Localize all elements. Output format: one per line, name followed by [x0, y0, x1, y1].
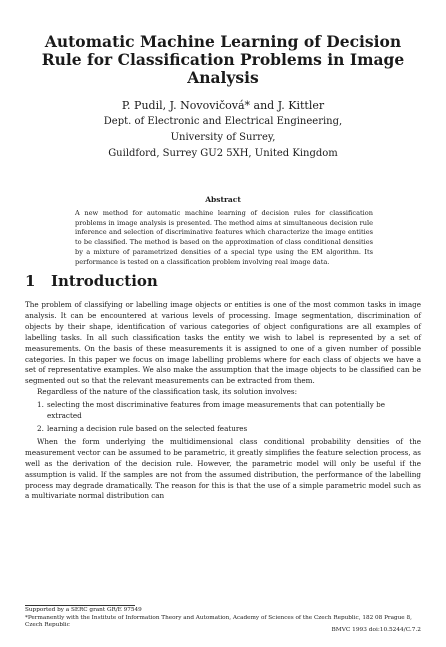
author-block	[40, 98, 406, 162]
paper-title: Automatic Machine Learning of Decision Rule for Classification Problems in Image Analysis	[41, 32, 405, 87]
section-number: 1	[25, 272, 36, 290]
list-item	[37, 424, 421, 435]
section-heading	[25, 272, 421, 290]
list-item-text: selecting the most discriminative features from image measurements that can potentially be extracted	[47, 400, 385, 421]
footnote-rule	[25, 605, 135, 606]
body-text	[25, 300, 421, 502]
list-item-number: 1.	[37, 400, 44, 410]
author-names: P. Pudil, J. Novovičová* and J. Kittler	[121, 99, 325, 112]
affiliation-line: Guildford, Surrey GU2 5XH, United Kingdom	[108, 148, 338, 159]
affiliation-line: Dept. of Electronic and Electrical Engineering,	[103, 116, 343, 127]
abstract-text: A new method for automatic machine learning of decision rules for classification problems in image analysis is presented. The method aims at simultaneous decision rule inference and selection of discriminative features which characterize the image entities to be classified. The method is based on the approximation of class conditional densities by a mixture of parametrized densities of a special type using the EM algorithm. Its performance is tested on a classification problem involving real image data.	[75, 209, 373, 266]
footnote: *Permanently with the Institute of Information Theory and Automation, Academy of Sciences of the Czech Republic, 182 08 Prague 8, Czech Republic	[25, 614, 412, 629]
body-paragraph: When the form underlying the multidimensional class conditional probability densities of the measurement vector can be assumed to be parametric, it greatly simplifies the feature selection process, as well as the derivation of the decision rule. However, the parametric model will only be useful if the assumption is valid. If the samples are not from the assumed distribution, the performance of the labelling process may degrade dramatically. The reason for this is that the use of a simple parametric model such as a multivariate normal distribution can	[25, 436, 421, 501]
list-item-number: 2.	[37, 423, 44, 433]
footnote: Supported by a SERC grant GR/E 97549	[25, 607, 142, 613]
body-paragraph: The problem of classifying or labelling image objects or entities is one of the most common tasks in image analysis. It can be encountered at various levels of processing. Image segmentation, discrimination of objects by their shape, identification of various categories of object configurations are all examples of labelling tasks. In all such classification tasks the entity we wish to label is represented by a set of measurements. On the basis of these measurements it is assigned to one of a given number of possible categories. In this paper we focus on image labelling problems where for each class of objects we have a set of representative examples. We also make the assumption that the image objects to be classified can be segmented out so that the relevant measurements can be extracted from them.	[25, 300, 421, 386]
body-paragraph: Regardless of the nature of the classification task, its solution involves:	[37, 387, 298, 397]
abstract-heading: Abstract	[205, 195, 241, 204]
list-item-text: learning a decision rule based on the selected features	[47, 423, 248, 433]
section-title: Introduction	[51, 272, 158, 290]
affiliation-line: University of Surrey,	[170, 132, 276, 143]
list-item	[37, 400, 421, 422]
numbered-list	[25, 400, 421, 435]
page-footer: BMVC 1993 doi:10.5244/C.7.2	[331, 627, 421, 633]
